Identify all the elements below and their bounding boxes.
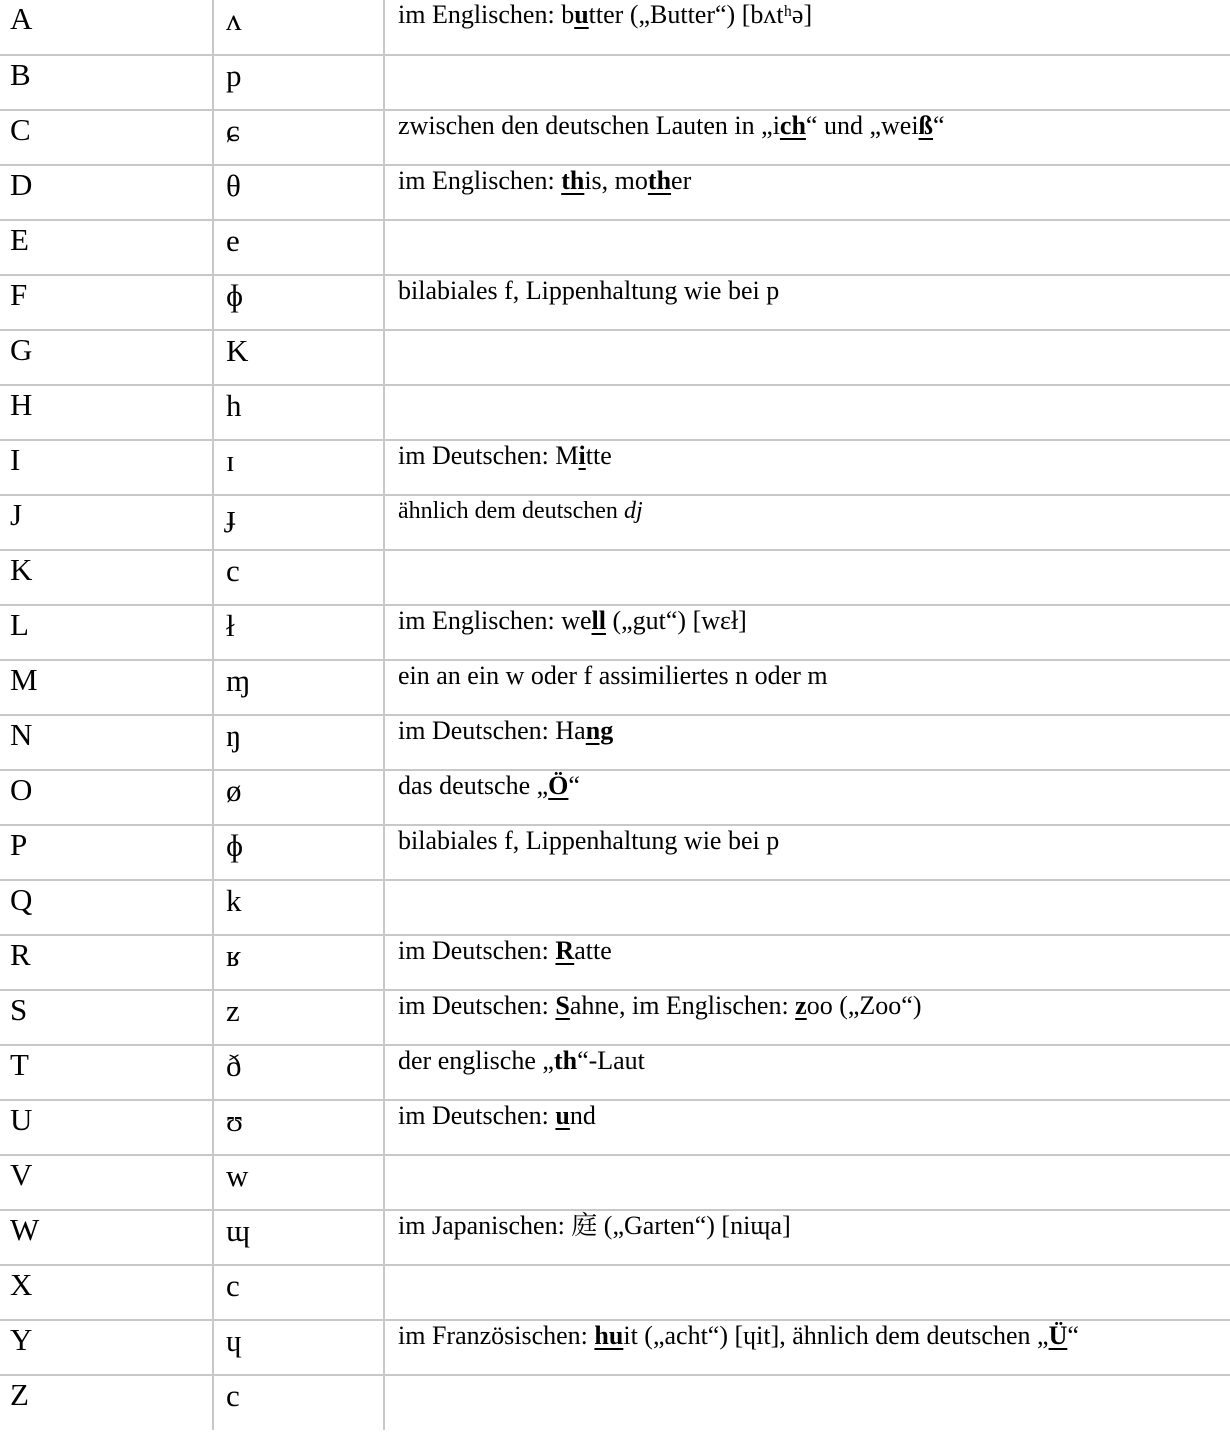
- latin-letter-cell: H: [0, 385, 213, 440]
- description-cell: [384, 550, 1230, 605]
- description-text: zwischen den deutschen Lauten in „i: [398, 111, 780, 140]
- description-text: “: [568, 771, 580, 800]
- latin-letter-cell: Y: [0, 1320, 213, 1375]
- emphasized-text: ch: [779, 111, 806, 140]
- latin-letter-cell: Z: [10, 1377, 29, 1412]
- table-row: [0, 1100, 1230, 1155]
- description-text: er: [671, 166, 692, 195]
- table-row: [0, 220, 1230, 275]
- ipa-symbol-cell: ɰ: [213, 1210, 384, 1265]
- table-row: [0, 275, 1230, 330]
- emphasized-text: th: [647, 166, 672, 195]
- description-text: im Deutschen:: [398, 1101, 556, 1130]
- latin-letter-cell: N: [0, 715, 213, 770]
- description-text: der englische „: [398, 1046, 554, 1075]
- description-text: das deutsche „: [398, 771, 549, 800]
- ipa-symbol-cell: ø: [213, 770, 384, 825]
- emphasized-text: ll: [591, 606, 606, 635]
- description-cell: [384, 1045, 1230, 1100]
- description-text: im Englischen: we: [398, 606, 592, 635]
- description-cell: [384, 110, 1230, 165]
- latin-letter-cell: G: [0, 330, 213, 385]
- description-text: is, mo: [584, 166, 648, 195]
- ipa-symbol-cell: z: [213, 990, 384, 1045]
- latin-letter-cell: K: [0, 550, 213, 605]
- latin-letter-cell: V: [0, 1155, 213, 1210]
- description-cell: [384, 0, 1230, 55]
- latin-letter-cell: S: [0, 990, 213, 1045]
- latin-letter-cell: J: [0, 495, 213, 550]
- latin-letter-cell: X: [0, 1265, 213, 1320]
- description-cell: [384, 385, 1230, 440]
- table-row: [0, 880, 1230, 935]
- ipa-symbol-cell: ɟ: [213, 495, 384, 550]
- emphasized-text: u: [574, 0, 589, 29]
- description-text: “ und „wei: [805, 111, 919, 140]
- description-text: “: [933, 111, 945, 140]
- emphasized-text: R: [555, 936, 575, 965]
- emphasized-text: Ö: [548, 771, 569, 800]
- ipa-symbol-cell: e: [213, 220, 384, 275]
- ipa-symbol-cell: c: [213, 1265, 384, 1320]
- description-text: ein an ein w oder f assimiliertes n oder m: [398, 661, 828, 690]
- description-text: “-Laut: [577, 1046, 645, 1075]
- table-row: [0, 605, 1230, 660]
- ipa-symbol-cell: ɸ: [213, 275, 384, 330]
- table-row: [0, 440, 1230, 495]
- description-text: atte: [574, 936, 612, 965]
- table-row: [0, 825, 1230, 880]
- ipa-symbol-cell: c: [213, 1375, 384, 1430]
- latin-letter-cell: I: [0, 440, 213, 495]
- description-cell: [384, 1375, 1230, 1430]
- emphasized-text: u: [555, 1101, 570, 1130]
- ipa-symbol-cell: h: [213, 385, 384, 440]
- description-text: im Französischen:: [398, 1321, 595, 1350]
- latin-letter-cell: A: [0, 0, 213, 55]
- ipa-symbol-cell: ɕ: [213, 110, 384, 165]
- table-row: [0, 330, 1230, 385]
- description-text: ahne, im Englischen:: [569, 991, 796, 1020]
- latin-letter-cell: R: [0, 935, 213, 990]
- table-row: [0, 715, 1230, 770]
- table-row: [0, 110, 1230, 165]
- description-cell: [384, 165, 1230, 220]
- latin-letter-cell: L: [0, 605, 213, 660]
- emphasized-text: dj: [623, 498, 643, 524]
- description-cell: [384, 825, 1230, 880]
- table-row: [0, 0, 1230, 55]
- ipa-symbol-cell: K: [213, 330, 384, 385]
- latin-letter-cell: O: [0, 770, 213, 825]
- description-cell: [384, 440, 1230, 495]
- latin-letter-cell: Q: [0, 880, 213, 935]
- description-text: tter („Butter“) [bʌtʰə]: [588, 0, 813, 29]
- table-row: [0, 550, 1230, 605]
- emphasized-text: z: [795, 991, 807, 1020]
- latin-letter-cell: B: [0, 55, 213, 110]
- table-row: [0, 1265, 1230, 1320]
- ipa-symbol-cell: p: [213, 55, 384, 110]
- ipa-symbol-cell: k: [213, 880, 384, 935]
- description-text: tte: [585, 441, 612, 470]
- description-text: im Englischen:: [398, 166, 562, 195]
- description-text: („gut“) [wɛł]: [605, 606, 747, 635]
- description-cell: [384, 880, 1230, 935]
- description-cell: [384, 495, 1230, 550]
- table-row: [0, 385, 1230, 440]
- description-text: it („acht“) [ɥit], ähnlich dem deutschen „: [623, 1321, 1049, 1350]
- description-cell: [384, 1320, 1230, 1375]
- ipa-symbol-cell: ɸ: [213, 825, 384, 880]
- description-text: ähnlich dem deutschen: [398, 498, 624, 524]
- description-text: bilabiales f, Lippenhaltung wie bei p: [398, 276, 780, 305]
- latin-letter-cell: C: [0, 110, 213, 165]
- table-row: [0, 495, 1230, 550]
- description-cell: [384, 660, 1230, 715]
- emphasized-text: ng: [585, 716, 614, 745]
- latin-letter-cell: F: [0, 275, 213, 330]
- emphasized-text: th: [561, 166, 585, 195]
- description-cell: [384, 715, 1230, 770]
- description-cell: [384, 275, 1230, 330]
- description-cell: [384, 1155, 1230, 1210]
- description-text: im Japanischen: 庭 („Garten“) [niɰa]: [398, 1211, 791, 1240]
- latin-letter-cell: P: [0, 825, 213, 880]
- table-row: [0, 165, 1230, 220]
- ipa-symbol-cell: ʌ: [213, 0, 384, 55]
- ipa-symbol-cell: ð: [213, 1045, 384, 1100]
- description-cell: [384, 1100, 1230, 1155]
- emphasized-text: ß: [918, 111, 934, 140]
- description-text: im Deutschen:: [398, 991, 556, 1020]
- ipa-symbol-cell: ɱ: [213, 660, 384, 715]
- latin-letter-cell: W: [0, 1210, 213, 1265]
- table-row: [0, 660, 1230, 715]
- table-row: [0, 55, 1230, 110]
- description-text: oo („Zoo“): [806, 991, 922, 1020]
- description-text: nd: [569, 1101, 596, 1130]
- description-cell: [384, 330, 1230, 385]
- ipa-symbol-cell: w: [213, 1155, 384, 1210]
- description-text: im Deutschen: Ha: [398, 716, 586, 745]
- latin-letter-cell: D: [0, 165, 213, 220]
- description-cell: [384, 220, 1230, 275]
- description-cell: [384, 1210, 1230, 1265]
- emphasized-text: S: [555, 991, 570, 1020]
- table-row: [0, 990, 1230, 1045]
- ipa-symbol-cell: ɥ: [213, 1320, 384, 1375]
- table-row: [0, 1210, 1230, 1265]
- description-cell: [384, 55, 1230, 110]
- ipa-symbol-cell: ɪ: [213, 440, 384, 495]
- ipa-symbol-cell: ł: [213, 605, 384, 660]
- description-text: im Deutschen:: [398, 936, 556, 965]
- table-row: [0, 1375, 1230, 1430]
- description-text: bilabiales f, Lippenhaltung wie bei p: [398, 826, 780, 855]
- description-text: im Deutschen: M: [398, 441, 579, 470]
- emphasized-text: hu: [594, 1321, 624, 1350]
- table-row: [0, 1045, 1230, 1100]
- table-row: [0, 1155, 1230, 1210]
- table-row: [0, 935, 1230, 990]
- ipa-symbol-cell: θ: [213, 165, 384, 220]
- ipa-symbol-cell: c: [213, 550, 384, 605]
- ipa-symbol-cell: ʊ: [213, 1100, 384, 1155]
- table-row: [0, 770, 1230, 825]
- emphasized-text: Ü: [1048, 1321, 1068, 1350]
- latin-letter-cell: M: [0, 660, 213, 715]
- ipa-symbol-cell: ŋ: [213, 715, 384, 770]
- description-cell: [384, 990, 1230, 1045]
- emphasized-text: th: [553, 1046, 578, 1075]
- description-cell: [384, 770, 1230, 825]
- description-cell: [384, 935, 1230, 990]
- emphasized-text: i: [578, 441, 586, 470]
- table-row: [0, 1320, 1230, 1375]
- description-cell: [384, 1265, 1230, 1320]
- description-text: im Englischen: b: [398, 0, 575, 29]
- ipa-symbol-cell: ʁ: [213, 935, 384, 990]
- latin-letter-cell: E: [0, 220, 213, 275]
- description-cell: [384, 605, 1230, 660]
- description-text: “: [1067, 1321, 1079, 1350]
- latin-letter-cell: T: [0, 1045, 213, 1100]
- latin-letter-cell: U: [0, 1100, 213, 1155]
